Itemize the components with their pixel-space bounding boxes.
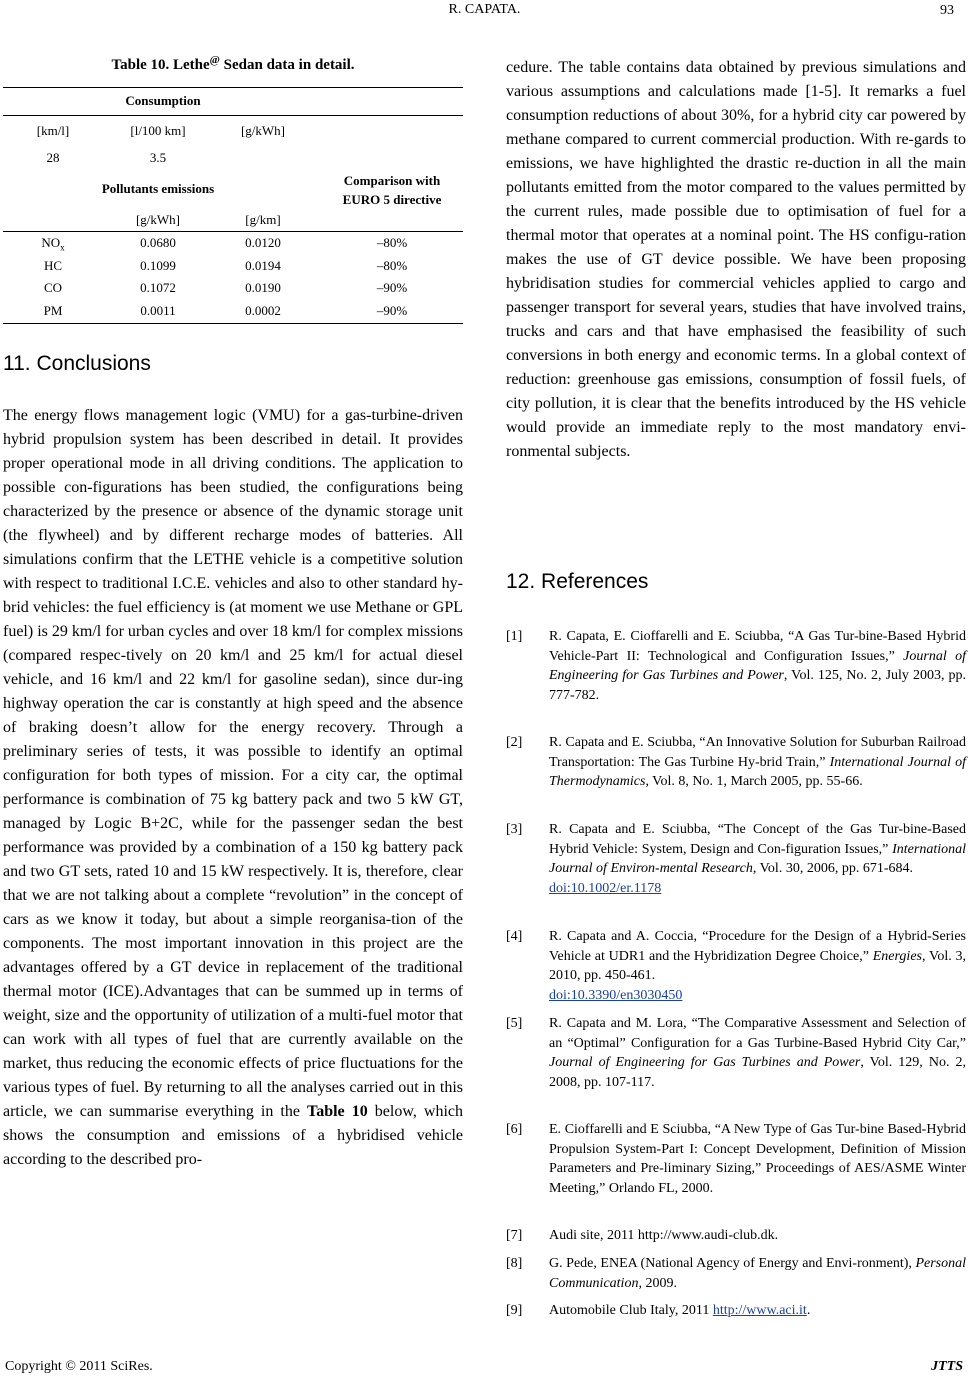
pollutants-header: Pollutants emissions [101,181,215,196]
comparison-header-line1: Comparison with [343,173,441,188]
reference-item: [5] R. Capata and M. Lora, “The Comparative Assessment and Selection of an “Optimal” Configuration for a Gas Turbine-Based Hybrid City Car,” Journal of Engineering for Gas Turbines and Power, Vol. 129, No. 2, 2008, pp. 107-117. [506,1016,966,1090]
aci-link[interactable]: http://www.aci.it [712,1303,807,1318]
table-top-rule [3,87,463,88]
pollutant-name: HC [43,258,63,273]
unit-pollutant-g-km: [g/km] [245,212,281,227]
left-column [3,0,463,1386]
comparison-header-line2: EURO 5 directive [342,192,442,207]
reference-item: [4] R. Capata and A. Coccia, “Procedure for the Design of a Hybrid-Series Vehicle at UDR1 and the Hybridization Degree Choice,” Energies, Vol. 3, 2010, pp. 450-461. doi:10.3390/en3030450 [506,929,966,1003]
pollutant-gkwh: 0.0680 [140,235,176,250]
reference-item: [3] R. Capata and E. Sciubba, “The Concept of the Gas Tur-bine-Based Hybrid Vehicle: System, Design and Con-figuration Issues,” International Journal of Environ-mental Research, Vol. 30, 2006, pp. 671-684. doi:10.1002/er.1178 [506,822,966,896]
pollutant-name: CO [43,280,63,295]
pollutant-gkwh: 0.1072 [140,280,176,295]
table-rule [3,115,463,116]
journal-abbreviation: JTTS [931,1359,963,1374]
pollutant-gkm: 0.0120 [245,235,281,250]
pollutant-name: $NO_x$ [41,235,65,253]
unit-km-l: [km/l] [36,123,70,138]
pollutant-comparison: –80% [376,235,408,250]
doi-link[interactable]: doi:10.1002/er.1178 [549,880,662,896]
reference-item: [9] Automobile Club Italy, 2011 http://www.aci.it. [506,1303,811,1318]
section-heading-conclusions: 11. Conclusions [3,352,151,375]
unit-g-kwh: [g/kWh] [240,123,286,138]
pollutant-gkm: 0.0190 [245,280,281,295]
reference-item: [1] R. Capata, E. Cioffarelli and E. Sciubba, “A Gas Tur-bine-Based Hybrid Vehicle-Part II: Technological and Configuration Issues,” Journal of Engineering for Gas Turbines and Power, Vol. 125, No. 2, July 2003, pp. 777-782. [506,629,967,703]
reference-item: [6] E. Cioffarelli and E Sciubba, “A New Type of Gas Tur-bine Based-Hybrid Propulsion System-Part I: Concept Development, Definition of Mission Parameters and Pre-liminary Sizing,” Proceedings of AES/ASME Winter Meeting,” Orlando FL, 2000. [506,1122,966,1196]
table-rule [3,231,463,232]
consumption-header: Consumption [125,93,201,108]
doi-link[interactable]: doi:10.3390/en3030450 [549,987,683,1003]
copyright-footer: Copyright © 2011 SciRes. [5,1359,153,1374]
consumption-km-l-value: 28 [46,150,60,165]
pollutant-comparison: –90% [376,280,408,295]
pollutant-name: PM [43,303,63,318]
table-reference: Table 10 [307,1103,368,1120]
consumption-l-100km-value: 3.5 [149,150,167,165]
running-head: R. CAPATA. [448,2,521,17]
pollutant-gkwh: 0.1099 [140,258,176,273]
reference-item: [2] R. Capata and E. Sciubba, “An Innovative Solution for Suburban Railroad Transportation: The Gas Turbine Hy-brid Train,” International Journal of Thermodynamics, Vol. 8, No. 1, March 2005, pp. 55-66. [506,735,966,789]
table-bottom-rule [3,323,463,324]
unit-pollutant-g-kwh: [g/kWh] [135,212,181,227]
conclusions-paragraph: The energy flows management logic (VMU) for a gas-turbine-driven hybrid propulsion system has been described in detail. It provides proper operational mode in all driving conditions. The application to possible con-figurations has been studied, the configurations being characterized by the presence or absence of the dynamic storage unit (the flywheel) and by different recharge modes of batteries. All simulations confirm that the LETHE vehicle is a competitive solution with respect to traditional I.C.E. vehicles and also to other standard hy-brid vehicles: the fuel efficiency is (at moment we use Methane or GPL fuel) is 29 km/l for urban cycles and over 18 km/l for complex missions (compared respec-tively on 20 km/l and 25 km/l for actual diesel vehicle, and 16 km/l and 22 km/l for gasoline sedan), since dur-ing highway operation the car is constantly at high speed and the absence of braking doesn’t allow for the energy recovery. Through a preliminary series of tests, it was possible to identify an optimal configuration for both types of mission. For a city car, the optimal performance is combination of 75 kg battery pack and two 5 kW GT, managed by Logic B+2C, while for the passenger sedan the best performance was provided by a combination of a 150 kg battery pack and two GT sets, rated 10 and 15 kW respectively. It is, therefore, clear that we are not talking about a complete “revolution” in the concept of cars as we know it today, but about a simple reorganisa-tion of the components. The most important innovation in this project are the advantages offered by a GT device in replacement of the traditional thermal motor (ICE).Advantages that can be summed up in terms of weight, size and the opportunity of utilization of a multi-fuel motor that can work with all types of fuel that are currently available on the market, thus reducing the economic effects of price fluctuations for the various types of fuel. By returning to all the analyses carried out in this article, we can summarise everything in the Table 10 below, which shows the consumption and emissions of a hybridised vehicle according to the described pro- [3,407,464,1168]
pollutant-comparison: –90% [376,303,408,318]
pollutant-gkm: 0.0194 [245,258,281,273]
reference-item: [7] Audi site, 2011 http://www.audi-club.dk. [506,1228,779,1243]
page-number: 93 [940,3,954,18]
reference-item: [8] G. Pede, ENEA (National Agency of Energy and Envi-ronment), Personal Communication, 2009. [506,1256,966,1291]
unit-l-100km: [l/100 km] [130,123,186,138]
right-column [506,0,966,1386]
pollutant-gkm: 0.0002 [245,303,281,318]
conclusions-paragraph-continued: cedure. The table contains data obtained by previous simulations and various assumptions and calculations made [1-5]. It remarks a fuel consumption reductions of about 30%, for a hybrid city car powered by methane compared to current commercial production. With re-gards to emissions, we have highlighted the drastic re-duction in all the main pollutants emitted from the motor compared to the values permitted by the current rules, made possible due to optimisation of fuel for a thermal motor that operates at a nominal point. The HS configu-ration makes the use of GT device possible. We have been proposing hybridisation studies for commercial vehicles applied to cargo and passenger transport for several years, studies that have involved trains, trucks and cars and that have emphasised the feasibility of such conversions in both energy and economic terms. In a global context of reduction: greenhouse gas emissions, consumption of fossil fuels, of city pollution, it is clear that the benefits introduced by the HS vehicle would provide an immediate reply to the most mandatory envi-ronmental subjects. [506,59,966,460]
section-heading-references: 12. References [506,570,649,593]
pollutant-gkwh: 0.0011 [140,303,176,318]
pollutant-comparison: –80% [376,258,408,273]
table-caption: Table 10. Lethe@ Sedan data in detail. [111,54,355,73]
